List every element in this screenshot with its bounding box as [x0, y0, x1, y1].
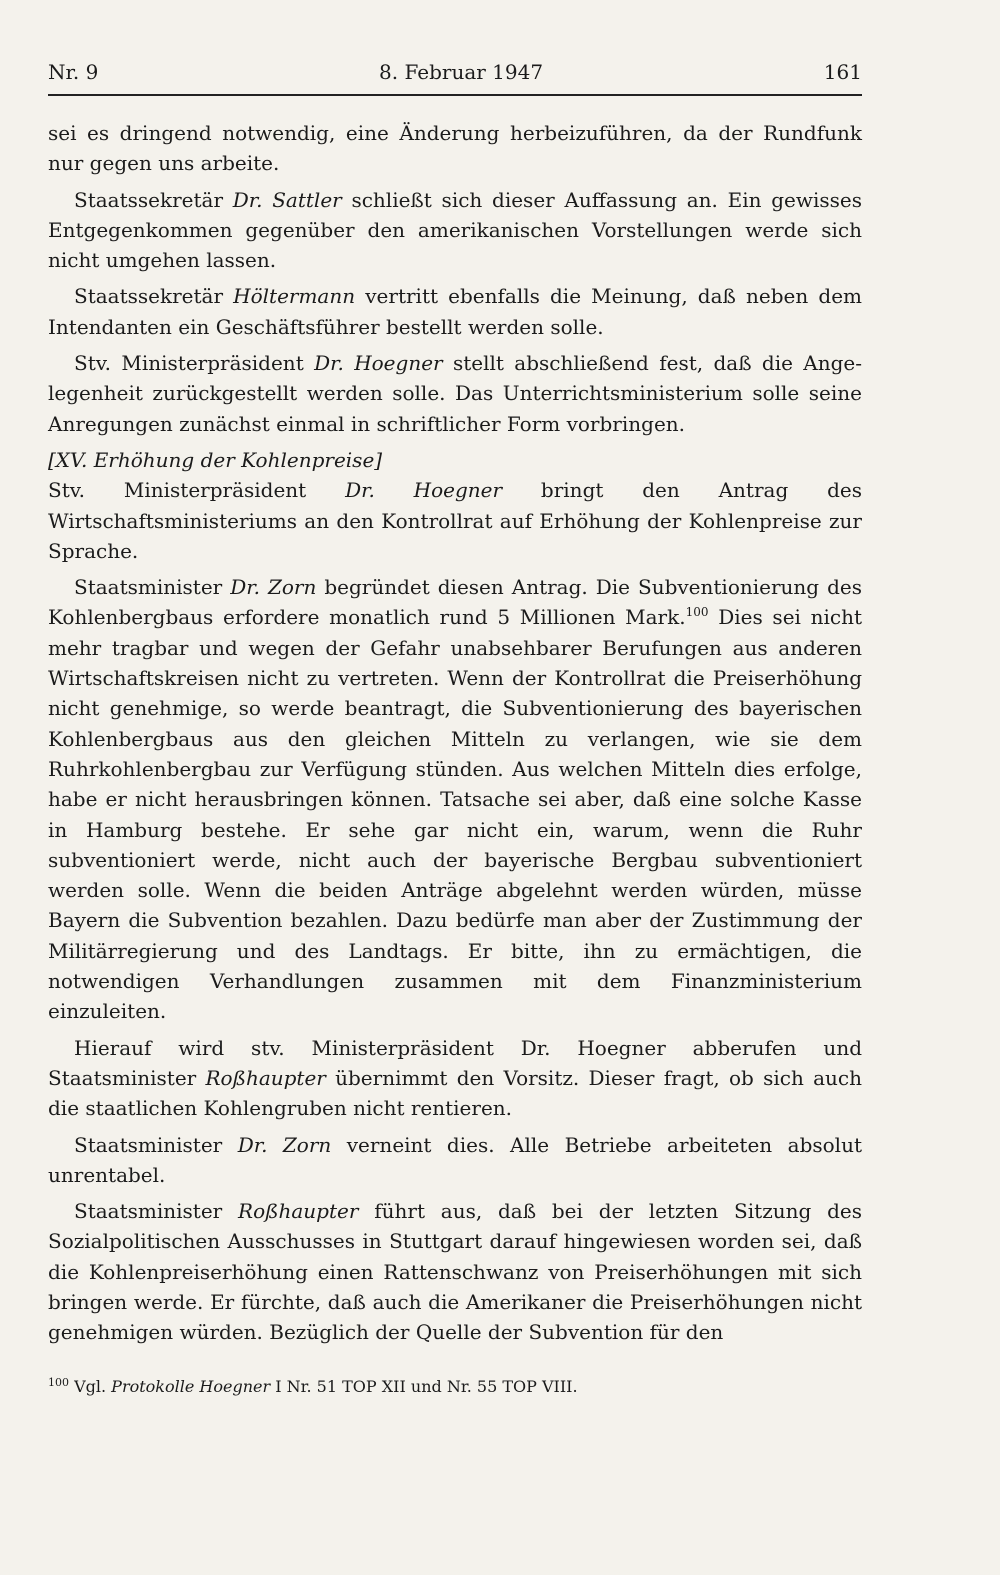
footnote-text: Vgl. [69, 1377, 112, 1396]
paragraph [48, 281, 862, 342]
paragraph [48, 1130, 862, 1191]
paragraph [48, 1196, 862, 1347]
paragraph-text: sei es dringend notwendig, eine Änderung herbeizuführen, da der Rundfunk nur gegen uns arbeite. [48, 121, 862, 176]
footnote-number: 100 [48, 1376, 69, 1389]
paragraph-text: Staatsminister [74, 575, 231, 600]
paragraph-text: Staatsminister [74, 1132, 238, 1157]
paragraph-text: Staatssekretär [74, 187, 233, 212]
paragraph [48, 1033, 862, 1124]
paragraph-text: Dies sei nicht mehr tragbar und wegen der Gefahr unabsehbarer Berufungen aus anderen Wirtschaftskreisen nicht zu vertreten. Wenn der Kontrollrat die Preiserhöhung nicht genehmige, so werde beantragt, die Subventionierung des bayerischen Kohlenbergbaus aus den gleichen Mitteln zu verlangen, wie sie dem Ruhrkohlenbergbau zur Verfügung stünden. Aus welchen Mitteln dies erfolge, habe er nicht herausbringen können. Tatsache sei aber, daß eine solche Kasse in Hamburg bestehe. Er sehe gar nicht ein, warum, wenn die Ruhr subventioniert werde, nicht auch der bayerische Bergbau subventioniert werden solle. Wenn die beiden Anträge abgelehnt werden würden, müsse Bayern die Subvention bezahlen. Dazu bedürfe man aber der Zustimmung der Militärregierung und des Landtags. Er bitte, ihn zu ermächtigen, die notwendigen Verhandlungen zusammen mit dem Finanzministerium einzuleiten. [48, 605, 863, 1024]
issue-number: Nr. 9 [48, 60, 99, 84]
paragraph [48, 348, 862, 439]
body-text [48, 118, 862, 1348]
paragraph [48, 572, 862, 1026]
speaker-name: Roßhaupter [205, 1065, 326, 1090]
header-date: 8. Februar 1947 [379, 60, 544, 84]
paragraph-text: bringt den Antrag des Wirtschaftsministeriums an den Kontrollrat auf Erhöhung der Kohlenpreise zur Sprache. [48, 478, 863, 563]
footnote [48, 1376, 862, 1398]
speaker-name: Dr. Zorn [237, 1132, 332, 1157]
paragraph-text: verneint dies. Alle Betriebe arbeiteten absolut unrentabel. [48, 1132, 862, 1187]
paragraph-text: begründet diesen Antrag. Die Subventionierung des Kohlenbergbaus erfordere monatlich rund 5 Millionen Mark. [48, 575, 862, 630]
page-header [48, 60, 862, 84]
footnote-reference[interactable]: 100 [685, 605, 709, 620]
paragraph [48, 118, 862, 179]
speaker-name: Höltermann [233, 284, 356, 309]
page-number: 161 [823, 60, 862, 84]
paragraph-text: Stv. Ministerpräsident [48, 478, 346, 503]
paragraph-text: übernimmt den Vorsitz. Dieser fragt, ob sich auch die staatlichen Kohlengruben nicht rentieren. [48, 1065, 862, 1121]
paragraph-text: stellt abschließend fest, daß die Ange-legenheit zurückgestellt werden solle. Das Unterrichtsministerium solle seine Anregungen zunächst einmal in schriftlicher Form vorbringen. [48, 351, 863, 436]
speaker-name: Dr. Hoegner [314, 351, 443, 376]
paragraph-text: vertritt ebenfalls die Meinung, daß neben dem Intendanten ein Geschäftsführer bestellt werden solle. [48, 284, 862, 339]
section-heading [48, 445, 862, 475]
paragraph-text: schließt sich dieser Auffassung an. Ein gewisses Entgegenkommen gegenüber den amerikanischen Vorstellungen werde sich nicht umgehen lassen. [48, 187, 862, 273]
paragraph-text: Hierauf wird stv. Ministerpräsident Dr. Hoegner abberufen und Staatsminister [48, 1035, 862, 1090]
paragraph [48, 475, 862, 566]
section-heading-text: [XV. Erhöhung der Kohlenpreise] [48, 447, 383, 472]
paragraph-text: führt aus, daß bei der letzten Sitzung des Sozialpolitischen Ausschusses in Stuttgart darauf hingewiesen worden sei, daß die Kohlenpreiserhöhung einen Rattenschwanz von Preiserhöhungen mit sich bringen werde. Er fürchte, daß auch die Amerikaner die Preiserhöhungen nicht genehmigen würden. Bezüglich der Quelle der Subvention für den [48, 1199, 862, 1345]
paragraph-text: Staatsminister [74, 1199, 239, 1224]
footnote-text: I Nr. 51 TOP XII und Nr. 55 TOP VIII. [270, 1377, 578, 1396]
header-rule [48, 94, 862, 96]
speaker-name: Roßhaupter [238, 1199, 359, 1224]
paragraph-text: Staatssekretär [74, 284, 234, 309]
speaker-name: Dr. Zorn [230, 575, 317, 600]
speaker-name: Dr. Hoegner [345, 478, 503, 503]
paragraph-text: Stv. Ministerpräsident [74, 351, 315, 376]
footnote-title: Protokolle Hoegner [111, 1377, 271, 1396]
paragraph [48, 185, 862, 276]
speaker-name: Dr. Sattler [232, 187, 342, 212]
